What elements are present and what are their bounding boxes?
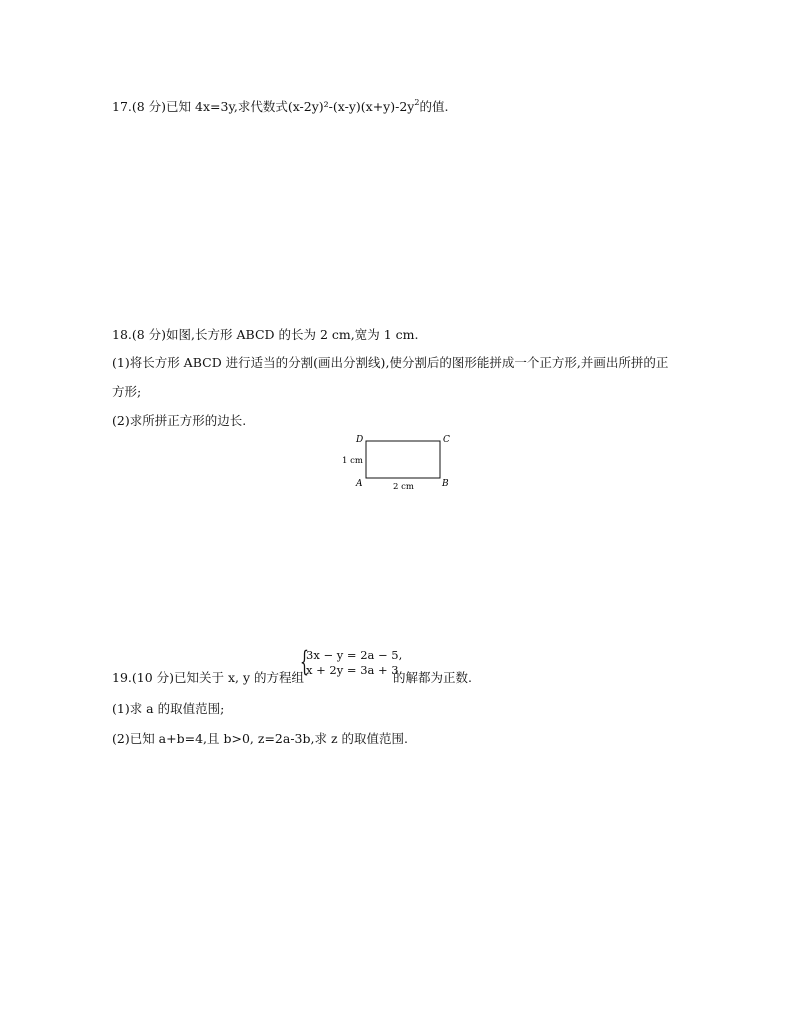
question-18-part1-line2: 方形; <box>112 384 142 399</box>
question-18-title: 18.(8 分)如图,长方形 ABCD 的长为 2 cm,宽为 1 cm. <box>112 327 419 342</box>
question-18-part2: (2)求所拼正方形的边长. <box>112 413 247 428</box>
rectangle-abcd <box>366 441 440 478</box>
vertex-label-c: C <box>443 435 450 445</box>
question-17-text-end: 的值. <box>419 99 449 114</box>
question-19-text: 19.(10 分)已知关于 x, y 的方程组 <box>112 670 305 685</box>
vertex-label-b: B <box>442 479 449 489</box>
equation-1: 3x − y = 2a − 5, <box>306 648 403 662</box>
vertex-label-a: A <box>356 479 363 489</box>
question-19-part2: (2)已知 a+b=4,且 b>0, z=2a-3b,求 z 的取值范围. <box>112 731 408 746</box>
equation-2: x + 2y = 3a + 3 <box>306 663 399 677</box>
width-label: 2 cm <box>393 482 414 492</box>
question-17 <box>112 95 448 115</box>
equation-system-brace: { <box>300 645 309 678</box>
question-18-part1-line1: (1)将长方形 ABCD 进行适当的分割(画出分割线),使分割后的图形能拼成一个正方形,并画出所拼的正 <box>112 355 669 370</box>
rectangle-abcd-figure <box>335 430 465 496</box>
vertex-label-d: D <box>356 435 364 445</box>
question-19-intro <box>112 670 304 686</box>
question-17-text: 17.(8 分)已知 4x=3y,求代数式(x-2y)²-(x-y)(x+y)-2y <box>112 99 415 114</box>
question-17-superscript: 2 <box>414 98 420 107</box>
question-19-text-end: 的解都为正数. <box>393 670 472 685</box>
question-19-part1: (1)求 a 的取值范围; <box>112 701 225 716</box>
height-label: 1 cm <box>342 456 363 466</box>
